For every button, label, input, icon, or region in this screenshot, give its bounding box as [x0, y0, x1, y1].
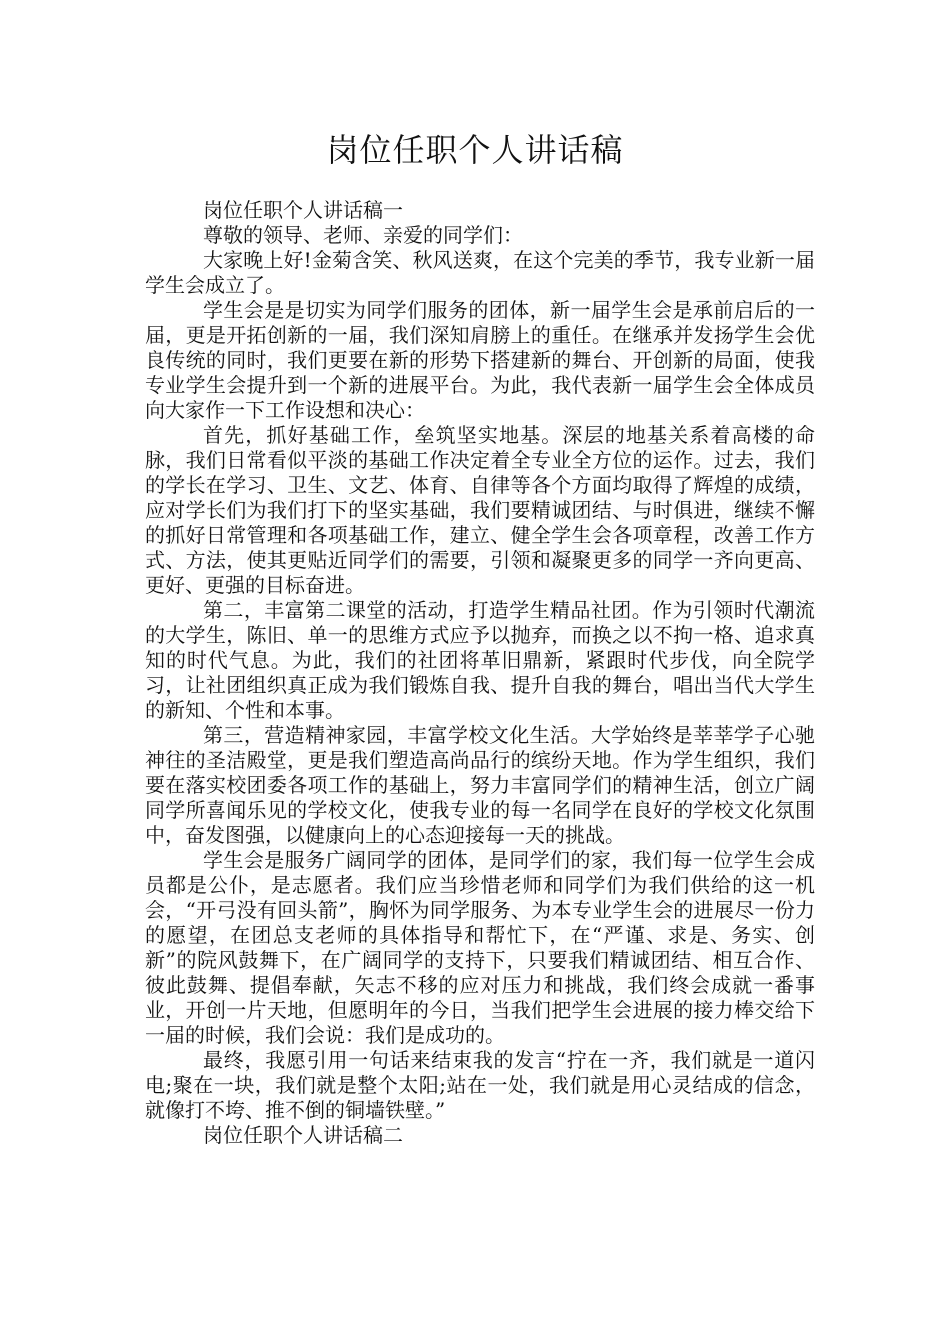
paragraph-third-point: 第三，营造精神家园，丰富学校文化生活。大学始终是莘莘学子心驰神往的圣洁殿堂，更是我们塑造高尚品行的缤纷天地。作为学生组织，我们要在落实校团委各项工作的基础上，努力丰富同学们的精神生活，创立广阔同学所喜闻乐见的学校文化，使我专业的每一名同学在良好的学校文化氛围中，奋发图强，以健康向上的心态迎接每一天的挑战。	[145, 723, 815, 847]
document-body	[145, 198, 815, 1148]
section-one-heading: 岗位任职个人讲话稿一	[203, 198, 403, 222]
paragraph-commitment: 学生会是服务广阔同学的团体，是同学们的家，我们每一位学生会成员都是公仆，是志愿者。我们应当珍惜老师和同学们为我们供给的这一机会，“开弓没有回头箭”，胸怀为同学服务、为本专业学生会的进展尽一份力的愿望，在团总支老师的具体指导和帮忙下，在“严谨、求是、务实、创新”的院风鼓舞下，在广阔同学的支持下，只要我们精诚团结、相互合作、彼此鼓舞、提倡奉献，矢志不移的应对压力和挑战，我们终会成就一番事业，开创一片天地，但愿明年的今日，当我们把学生会进展的接力棒交给下一届的时候，我们会说：我们是成功的。	[145, 848, 815, 1047]
paragraph-closing: 最终，我愿引用一句话来结束我的发言“拧在一齐，我们就是一道闪电;聚在一块，我们就是整个太阳;站在一处，我们就是用心灵结成的信念，就像打不垮、推不倒的铜墙铁壁。”	[145, 1048, 815, 1122]
paragraph-first-point: 首先，抓好基础工作，垒筑坚实地基。深层的地基关系着高楼的命脉，我们日常看似平淡的基础工作决定着全专业全方位的运作。过去，我们的学长在学习、卫生、文艺、体育、自律等各个方面均取得了辉煌的成绩，应对学长们为我们打下的坚实基础，我们要精诚团结、与时俱进，继续不懈的抓好日常管理和各项基础工作，建立、健全学生会各项章程，改善工作方式、方法，使其更贴近同学们的需要，引领和凝聚更多的同学一齐向更高、更好、更强的目标奋进。	[145, 423, 815, 597]
paragraph-second-point: 第二，丰富第二课堂的活动，打造学生精品社团。作为引领时代潮流的大学生，陈旧、单一的思维方式应予以抛弃，而换之以不拘一格、追求真知的时代气息。为此，我们的社团将革旧鼎新，紧跟时代步伐，向全院学习，让社团组织真正成为我们锻炼自我、提升自我的舞台，唱出当代大学生的新知、个性和本事。	[145, 598, 815, 722]
section-two-heading: 岗位任职个人讲话稿二	[203, 1123, 403, 1147]
paragraph-intro: 学生会是是切实为同学们服务的团体，新一届学生会是承前启后的一届，更是开拓创新的一届，我们深知肩膀上的重任。在继承并发扬学生会优良传统的同时，我们更要在新的形势下搭建新的舞台、开创新的局面，使我专业学生会提升到一个新的进展平台。为此，我代表新一届学生会全体成员向大家作一下工作设想和决心：	[145, 298, 815, 422]
document-title: 岗位任职个人讲话稿	[326, 131, 624, 169]
salutation: 尊敬的领导、老师、亲爱的同学们：	[203, 223, 523, 247]
paragraph-greeting: 大家晚上好!金菊含笑、秋风送爽，在这个完美的季节，我专业新一届学生会成立了。	[145, 248, 815, 297]
